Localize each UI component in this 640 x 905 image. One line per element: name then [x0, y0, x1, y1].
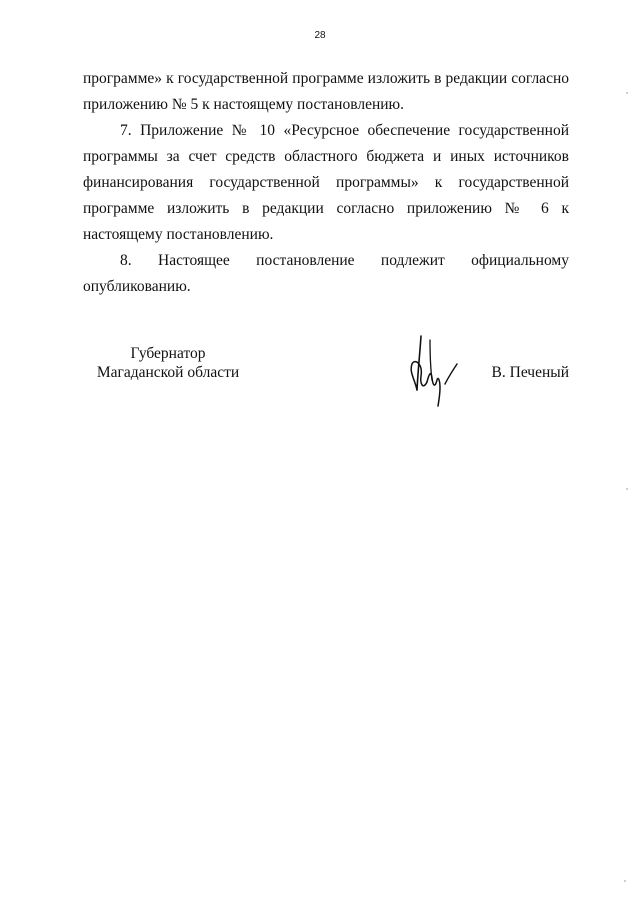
signature-block [83, 344, 569, 424]
signer-name: В. Печеный [491, 364, 569, 381]
signer-position-line-1: Губернатор [130, 345, 206, 362]
signer-position-line-2: Магаданской области [96, 364, 240, 381]
signer-position [83, 344, 253, 382]
page-number: 28 [314, 30, 326, 41]
paragraph-item-7: 7. Приложение № 10 «Ресурсное обеспечение государственной программы за счет средств областного бюджета и иных источников финансирования государственной программы» к государственной программе изложить в редакции согласно приложению № 6 к настоящему постановлению. [83, 122, 569, 243]
paragraph-item-8: 8. Настоящее постановление подлежит официальному опубликованию. [83, 252, 569, 295]
document-body [83, 66, 569, 300]
paragraph-continuation: программе» к государственной программе изложить в редакции согласно приложению № 5 к настоящему постановлению. [83, 70, 569, 113]
scan-mark [624, 880, 626, 882]
scan-mark [626, 488, 628, 490]
scan-mark [626, 92, 628, 94]
handwritten-signature [405, 330, 465, 410]
